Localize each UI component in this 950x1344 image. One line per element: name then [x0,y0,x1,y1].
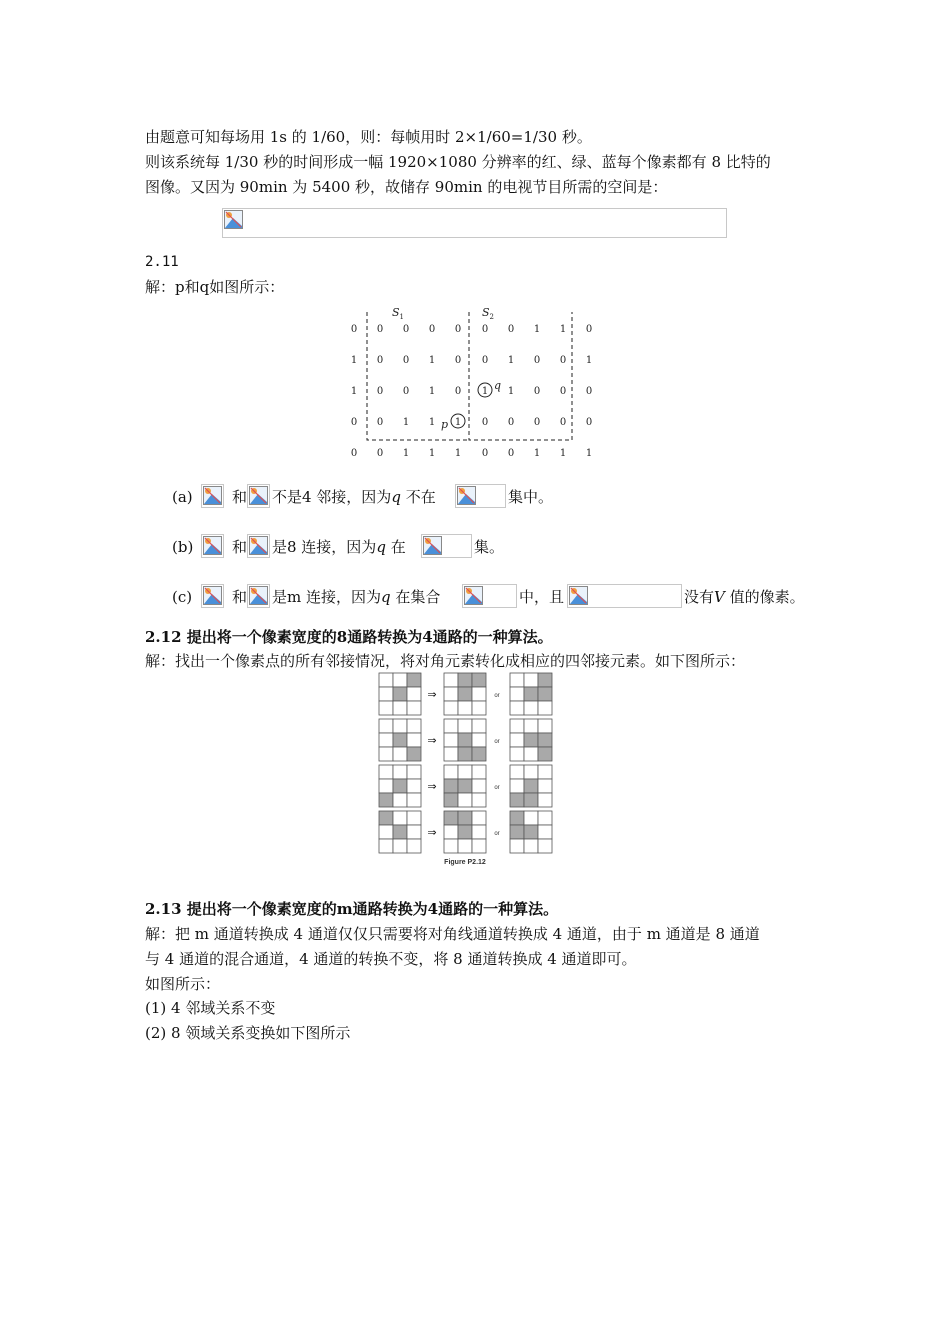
grid-value: 1 [585,448,593,459]
grid-value: 0 [454,386,462,397]
broken-image [455,484,506,508]
broken-image [462,584,517,608]
grid-value: 0 [507,324,515,335]
pattern-cell [510,719,524,733]
answer-b-t2: 在 [385,538,406,556]
grid-value: 1 [585,355,593,366]
pattern-cell [458,811,472,825]
pattern-cell [510,733,524,747]
broken-image [201,584,224,608]
grid-value: 1 [428,386,436,397]
pattern-cell [393,765,407,779]
pattern-cell [510,687,524,701]
broken-image-equation [222,208,727,238]
pattern-cell [472,733,486,747]
paragraph-line: 图像。又因为 90min 为 5400 秒，故储存 90min 的电视节目所需的空间是： [145,178,668,196]
pattern-cell [407,839,421,853]
grid-value: 0 [376,417,384,428]
grid-value: 0 [376,386,384,397]
pattern-cell [472,811,486,825]
grid-value: 0 [585,324,593,335]
broken-image-icon [249,586,268,605]
grid-value: 0 [533,386,541,397]
answer-a-text [272,486,436,508]
grid-value: 1 [402,417,410,428]
pattern-cell [458,839,472,853]
pattern-cell [458,747,472,761]
pattern-cell [379,701,393,715]
set-label-subscript: 1 [399,313,405,321]
pattern-cell [407,793,421,807]
q-symbol: q [381,588,391,606]
and-text: 和 [232,588,248,606]
pattern-cell [510,779,524,793]
grid-value: 0 [585,386,593,397]
grid-value: 0 [585,417,593,428]
section-heading: 2.12 提出将一个像素宽度的8通路转换为4通路的一种算法。 [145,628,553,646]
pattern-cell [538,811,552,825]
answer-line: 如图所示： [145,975,221,993]
grid-value: 0 [376,448,384,459]
pattern-cell [458,779,472,793]
broken-image [247,584,270,608]
broken-image [421,534,472,558]
section-heading: 2.11 [145,254,179,270]
grid-value: 1 [507,386,515,397]
pattern-cell [538,825,552,839]
pattern-cell [524,811,538,825]
pattern-grid [379,811,421,853]
grid-value: 0 [481,355,489,366]
grid-value: 0 [402,386,410,397]
pattern-cell [524,701,538,715]
pattern-cell [472,793,486,807]
grid-value: 0 [454,324,462,335]
answer-line: 与 4 通道的混合通道，4 通道的转换不变，将 8 通道转换成 4 通道即可。 [145,950,637,968]
pattern-cell [510,811,524,825]
pattern-cell [510,765,524,779]
broken-image-icon [249,486,268,505]
grid-value: 0 [402,324,410,335]
answer-c-text [272,586,440,608]
pattern-cell [472,747,486,761]
pattern-cell [444,673,458,687]
or-text: or [494,831,500,837]
pattern-grid [510,719,552,761]
pattern-grid [444,811,486,853]
answer-b-t1: 是8 连接，因为 [272,538,377,556]
pattern-grid [379,765,421,807]
pattern-cell [538,719,552,733]
broken-image-icon [203,586,222,605]
grid-value: 0 [454,355,462,366]
pattern-cell [524,765,538,779]
pattern-cell [379,673,393,687]
pattern-cell [524,839,538,853]
pattern-cell [444,811,458,825]
answer-c-t3: 中，且 [519,588,565,606]
grid-value: 1 [481,386,489,397]
pattern-grid [379,673,421,715]
pattern-cell [524,825,538,839]
p-label: p [441,418,449,431]
q-label: q [494,379,502,392]
pattern-cell [407,811,421,825]
grid-value: 1 [533,324,541,335]
pattern-cell [472,825,486,839]
pattern-grid [510,673,552,715]
pattern-cell [510,793,524,807]
grid-value: 1 [454,448,462,459]
pattern-cell [458,687,472,701]
pattern-cell [538,673,552,687]
pattern-cell [458,719,472,733]
grid-value: 1 [507,355,515,366]
pattern-cell [510,747,524,761]
grid-value: 0 [507,417,515,428]
pattern-cell [472,719,486,733]
pattern-cell [472,779,486,793]
pattern-cell [458,673,472,687]
answer-b-label: (b) [172,538,194,556]
broken-image-icon [464,586,483,605]
pattern-cell [393,793,407,807]
pattern-cell [524,747,538,761]
pattern-cell [510,825,524,839]
arrow-symbol: ⇒ [427,734,437,747]
broken-image-icon [224,210,243,229]
pattern-cell [538,701,552,715]
pattern-cell [538,793,552,807]
paragraph-line: 则该系统每 1/30 秒的时间形成一幅 1920×1080 分辨率的红、绿、蓝每个像素都有 8 比特的 [145,153,771,171]
broken-image-icon [203,536,222,555]
pattern-cell [393,825,407,839]
answer-line: 解：p和q如图所示： [145,278,285,296]
pattern-grid [444,765,486,807]
answer-a-t2: 不在 [400,488,436,506]
grid-value: 1 [350,386,358,397]
pixel-grid-figure [340,298,610,468]
pattern-cell [379,747,393,761]
answer-c-t5: 值的像素。 [724,588,805,606]
arrow-symbol: ⇒ [427,826,437,839]
answer-c-t2: 在集合 [390,588,441,606]
pattern-cell [379,825,393,839]
broken-image [247,484,270,508]
pattern-cell [458,733,472,747]
grid-value: 0 [507,448,515,459]
pattern-cell [393,673,407,687]
grid-value: 0 [376,355,384,366]
pattern-cell [472,687,486,701]
pattern-cell [524,719,538,733]
pattern-cell [444,765,458,779]
grid-value: 1 [350,355,358,366]
pattern-cell [379,765,393,779]
broken-image-icon [203,486,222,505]
pattern-cell [444,839,458,853]
pattern-cell [510,673,524,687]
answer-c-label: (c) [172,588,193,606]
grid-value: 1 [533,448,541,459]
pattern-cell [379,811,393,825]
or-text: or [494,739,500,745]
set-label: $S_2$ [482,306,495,321]
pattern-cell [524,673,538,687]
pattern-grid [510,811,552,853]
grid-value: 0 [350,417,358,428]
answer-line: 解：把 m 通道转换成 4 通道仅仅只需要将对角线通道转换成 4 通道，由于 m 通道是 8 通道 [145,925,760,943]
grid-value: 1 [559,448,567,459]
grid-value: 0 [559,355,567,366]
pattern-cell [458,793,472,807]
pattern-cell [524,779,538,793]
pattern-cell [538,839,552,853]
pattern-cell [524,793,538,807]
pattern-cell [379,687,393,701]
grid-value: 0 [350,448,358,459]
answer-c-tail [684,586,805,608]
broken-image-icon [423,536,442,555]
pattern-cell [407,719,421,733]
pattern-cell [444,825,458,839]
broken-image [201,534,224,558]
pattern-cell [407,733,421,747]
pattern-cell [538,779,552,793]
grid-value: 1 [454,417,462,428]
pattern-grid [444,673,486,715]
grid-value: 0 [533,417,541,428]
pattern-cell [393,779,407,793]
pattern-cell [444,793,458,807]
grid-value: 0 [481,417,489,428]
grid-value: 0 [559,386,567,397]
pattern-cell [393,701,407,715]
pattern-cell [444,733,458,747]
pattern-cell [458,825,472,839]
answer-a-t3: 集中。 [508,488,554,506]
and-text: 和 [232,488,248,506]
set-label: $S_1$ [392,306,405,321]
pattern-cell [379,839,393,853]
grid-value: 1 [428,448,436,459]
pattern-cell [407,825,421,839]
grid-value: 1 [428,355,436,366]
pattern-cell [444,779,458,793]
q-symbol: q [391,488,401,506]
pattern-cell [524,733,538,747]
pattern-grid [510,765,552,807]
pattern-cell [379,719,393,733]
pattern-cell [407,687,421,701]
pattern-cell [444,701,458,715]
section-heading: 2.13 提出将一个像素宽度的m通路转换为4通路的一种算法。 [145,900,559,918]
pattern-cell [379,779,393,793]
q-symbol: q [376,538,386,556]
broken-image-icon [569,586,588,605]
pattern-cell [393,839,407,853]
pattern-cell [407,747,421,761]
set-label-subscript: 2 [489,313,495,321]
pattern-cell [510,701,524,715]
grid-value: 1 [428,417,436,428]
answer-a-label: (a) [172,488,193,506]
paragraph-line: 由题意可知每场用 1s 的 1/60，则：每帧用时 2×1/60=1/30 秒。 [145,128,592,146]
broken-image-icon [249,536,268,555]
answer-line: (1) 4 邻域关系不变 [145,999,276,1017]
pattern-cell [538,765,552,779]
grid-value: 1 [402,448,410,459]
pattern-cell [393,811,407,825]
pattern-cell [444,719,458,733]
arrow-symbol: ⇒ [427,688,437,701]
pattern-cell [393,747,407,761]
pattern-cell [458,765,472,779]
grid-value: 0 [559,417,567,428]
answer-c-t1: 是m 连接，因为 [272,588,381,606]
pattern-cell [379,733,393,747]
or-text: or [494,785,500,791]
pattern-cell [407,701,421,715]
pattern-cell [524,687,538,701]
pattern-grid [444,719,486,761]
grid-value: 0 [428,324,436,335]
pattern-cell [444,687,458,701]
grid-value: 0 [402,355,410,366]
answer-b-t3: 集。 [474,538,505,556]
pattern-cell [444,747,458,761]
pattern-cell [472,839,486,853]
grid-value: 0 [481,448,489,459]
pattern-cell [510,839,524,853]
arrow-symbol: ⇒ [427,780,437,793]
pattern-cell [407,779,421,793]
pattern-cell [472,673,486,687]
grid-value: 0 [481,324,489,335]
pattern-cell [393,733,407,747]
pattern-cell [458,701,472,715]
figure-p2-12 [375,670,555,870]
answer-c-t4: 没有 [684,588,715,606]
broken-image [201,484,224,508]
pattern-cell [393,687,407,701]
pattern-cell [407,765,421,779]
grid-value: 0 [376,324,384,335]
pattern-cell [393,719,407,733]
v-symbol: V [714,588,725,606]
and-text: 和 [232,538,248,556]
grid-value: 1 [559,324,567,335]
pattern-cell [407,673,421,687]
pattern-cell [538,747,552,761]
answer-line: (2) 8 领域关系变换如下图所示 [145,1024,351,1042]
broken-image [247,534,270,558]
broken-image-icon [457,486,476,505]
pattern-cell [472,701,486,715]
or-text: or [494,693,500,699]
pattern-cell [538,733,552,747]
pattern-grid [379,719,421,761]
pattern-cell [472,765,486,779]
answer-line: 解：找出一个像素点的所有邻接情况，将对角元素转化成相应的四邻接元素。如下图所示： [145,652,746,670]
pattern-cell [538,687,552,701]
answer-b-text [272,536,406,558]
figure-caption: Figure P2.12 [444,859,486,866]
broken-image [567,584,682,608]
grid-value: 0 [350,324,358,335]
pattern-cell [379,793,393,807]
answer-a-t1: 不是4 邻接，因为 [272,488,392,506]
grid-value: 0 [533,355,541,366]
